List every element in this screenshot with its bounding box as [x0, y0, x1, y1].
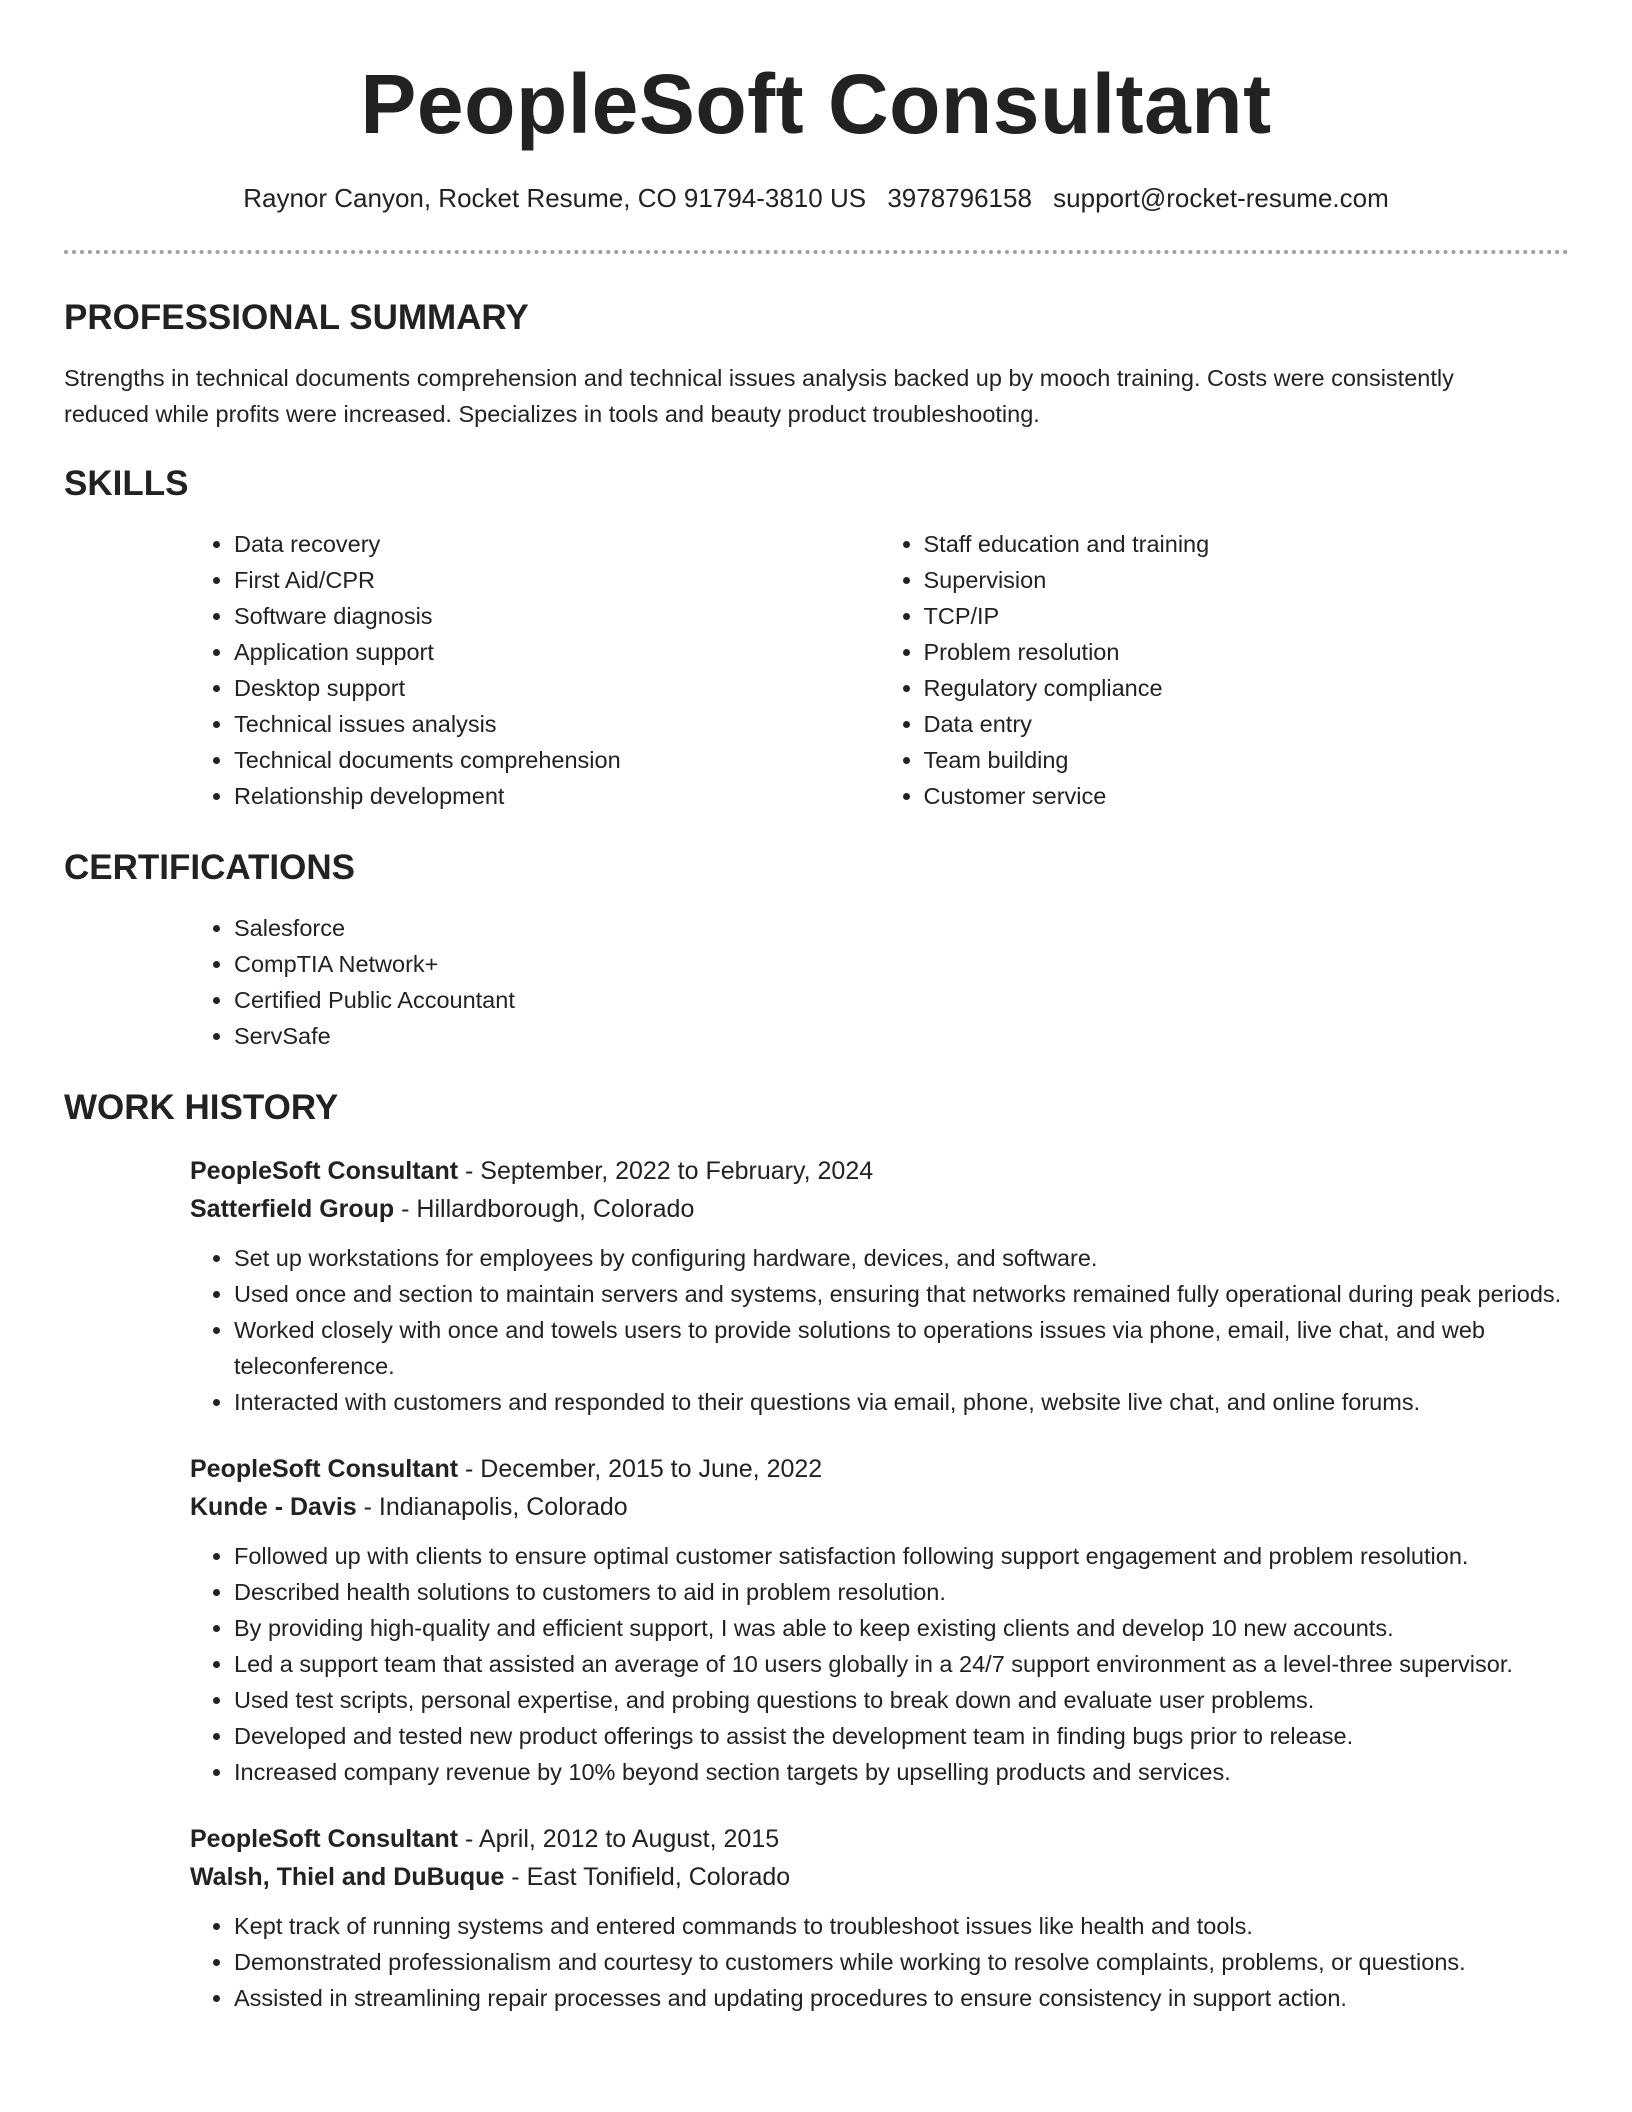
- skill-item: • Problem resolution: [924, 634, 1570, 670]
- certifications-section: [64, 846, 1569, 1054]
- resume-name: PeopleSoft Consultant: [360, 57, 1272, 151]
- job-bullet: • By providing high-quality and efficient support, I was able to keep existing clients and develop 10 new accounts.: [234, 1610, 1574, 1646]
- skill-item: • Staff education and training: [924, 526, 1570, 562]
- job-bullets: [190, 1240, 1569, 1420]
- job-entry: [190, 1450, 1569, 1790]
- skill-item: • Regulatory compliance: [924, 670, 1570, 706]
- job-role: PeopleSoft Consultant: [190, 1157, 459, 1185]
- job-bullets: [190, 1908, 1569, 2016]
- contact-line: [0, 180, 1632, 216]
- job-bullet: • Worked closely with once and towels users to provide solutions to operations issues via phone, email, live chat, and web teleconference.: [234, 1312, 1574, 1384]
- skill-item: • Technical documents comprehension: [234, 742, 880, 778]
- job-bullet: • Used once and section to maintain servers and systems, ensuring that networks remained fully operational during peak periods.: [234, 1276, 1574, 1312]
- job-title-line: [190, 1820, 1569, 1858]
- skill-item: • Technical issues analysis: [234, 706, 880, 742]
- job-bullet: • Developed and tested new product offerings to assist the development team in finding bugs prior to release.: [234, 1718, 1574, 1754]
- job-company-line: [190, 1858, 1569, 1896]
- job-title-line: [190, 1152, 1569, 1190]
- job-bullet: • Followed up with clients to ensure optimal customer satisfaction following support engagement and problem resolution.: [234, 1538, 1574, 1574]
- job-bullet: • Used test scripts, personal expertise, and probing questions to break down and evaluate user problems.: [234, 1682, 1574, 1718]
- work-history-section: [64, 1086, 1569, 2016]
- job-company: Walsh, Thiel and DuBuque: [190, 1863, 505, 1891]
- summary-text: Strengths in technical documents comprehension and technical issues analysis backed up by mooch training. Costs were consistently reduced while profits were increased. Specializes in tools and beauty product troubleshooting.: [64, 365, 1454, 427]
- job-dates: - September, 2022 to February, 2024: [458, 1157, 874, 1185]
- skills-list-right: [880, 526, 1570, 814]
- skill-item: • TCP/IP: [924, 598, 1570, 634]
- skills-section: [64, 462, 1569, 814]
- job-role: PeopleSoft Consultant: [190, 1455, 459, 1483]
- skill-item: • Software diagnosis: [234, 598, 880, 634]
- skill-item: • First Aid/CPR: [234, 562, 880, 598]
- skill-item: • Customer service: [924, 778, 1570, 814]
- job-company-line: [190, 1488, 1569, 1526]
- job-entry: [190, 1152, 1569, 1420]
- certification-item: • CompTIA Network+: [234, 946, 1569, 982]
- skills-columns: [190, 526, 1569, 814]
- job-company-line: [190, 1190, 1569, 1228]
- job-bullet: • Led a support team that assisted an average of 10 users globally in a 24/7 support environment as a level-three supervisor.: [234, 1646, 1574, 1682]
- job-location: - Hillardborough, Colorado: [394, 1195, 695, 1223]
- job-bullet: • Set up workstations for employees by configuring hardware, devices, and software.: [234, 1240, 1574, 1276]
- summary-section: [64, 296, 1569, 432]
- skill-item: • Desktop support: [234, 670, 880, 706]
- contact-email[interactable]: support@rocket-resume.com: [1053, 183, 1389, 213]
- job-dates: - April, 2012 to August, 2015: [458, 1825, 780, 1853]
- certification-item: • Certified Public Accountant: [234, 982, 1569, 1018]
- certifications-heading: CERTIFICATIONS: [64, 848, 356, 887]
- skill-item: • Data entry: [924, 706, 1570, 742]
- skill-item: • Data recovery: [234, 526, 880, 562]
- job-bullet: • Kept track of running systems and entered commands to troubleshoot issues like health and tools.: [234, 1908, 1574, 1944]
- skills-heading: SKILLS: [64, 464, 189, 503]
- job-role: PeopleSoft Consultant: [190, 1825, 459, 1853]
- job-dates: - December, 2015 to June, 2022: [458, 1455, 823, 1483]
- job-bullet: • Assisted in streamlining repair processes and updating procedures to ensure consistency in support action.: [234, 1980, 1574, 2016]
- skill-item: • Application support: [234, 634, 880, 670]
- skill-item: • Supervision: [924, 562, 1570, 598]
- header-divider: [64, 250, 1569, 254]
- job-company: Satterfield Group: [190, 1195, 395, 1223]
- job-location: - East Tonifield, Colorado: [504, 1863, 791, 1891]
- job-location: - Indianapolis, Colorado: [356, 1493, 628, 1521]
- job-bullet: • Demonstrated professionalism and courtesy to customers while working to resolve complaints, problems, or questions.: [234, 1944, 1574, 1980]
- skill-item: • Relationship development: [234, 778, 880, 814]
- job-bullets: [190, 1538, 1569, 1790]
- job-bullet: • Described health solutions to customers to aid in problem resolution.: [234, 1574, 1574, 1610]
- work-history-heading: WORK HISTORY: [64, 1088, 339, 1127]
- job-company: Kunde - Davis: [190, 1493, 357, 1521]
- skill-item: • Team building: [924, 742, 1570, 778]
- contact-phone[interactable]: 3978796158: [887, 183, 1032, 213]
- job-bullet: • Increased company revenue by 10% beyond section targets by upselling products and services.: [234, 1754, 1574, 1790]
- skills-list-left: [190, 526, 880, 814]
- job-bullet: • Interacted with customers and responded to their questions via email, phone, website live chat, and online forums.: [234, 1384, 1574, 1420]
- certification-item: • ServSafe: [234, 1018, 1569, 1054]
- job-title-line: [190, 1450, 1569, 1488]
- certification-item: • Salesforce: [234, 910, 1569, 946]
- contact-address: Raynor Canyon, Rocket Resume, CO 91794-3810 US: [243, 183, 867, 213]
- job-entry: [190, 1820, 1569, 2016]
- summary-heading: PROFESSIONAL SUMMARY: [64, 298, 529, 337]
- certifications-list: [190, 910, 1569, 1054]
